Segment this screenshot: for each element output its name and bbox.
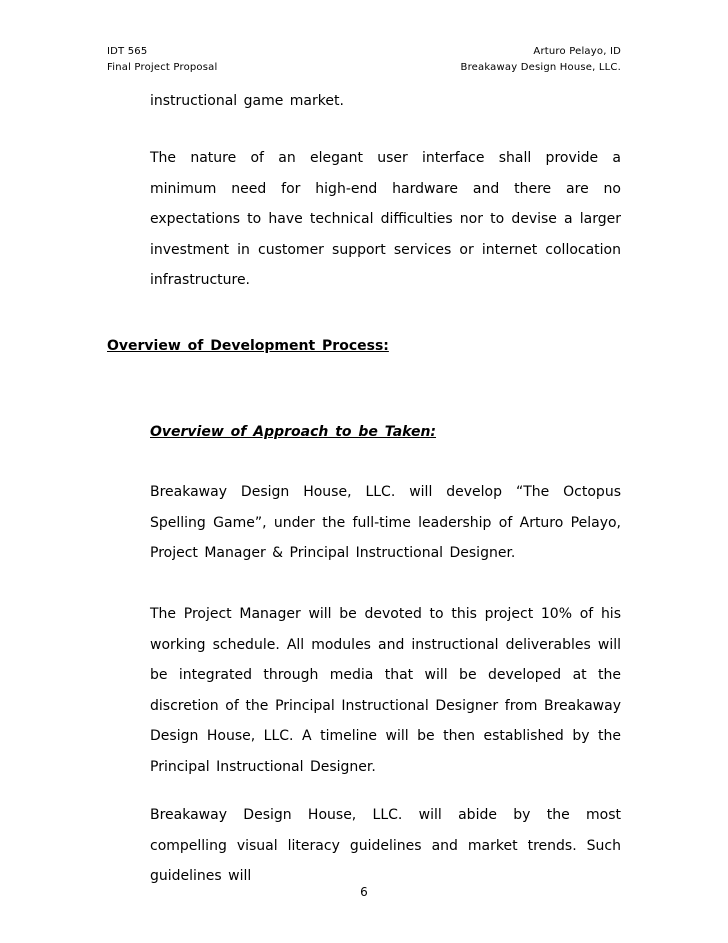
header-left bbox=[107, 44, 217, 76]
header-right bbox=[461, 44, 621, 76]
section-heading: Overview of Development Process: bbox=[107, 338, 389, 354]
continued-paragraph: instructional game market. bbox=[150, 93, 344, 109]
header-document-title: Final Project Proposal bbox=[107, 62, 218, 73]
guidelines-paragraph: Breakaway Design House, LLC. will abide by the most compelling visual literacy guidelines and market trends. Such guidelines will bbox=[150, 807, 621, 884]
header-company: Breakaway Design House, LLC. bbox=[460, 62, 621, 73]
header-author: Arturo Pelayo, ID bbox=[533, 46, 621, 57]
project-manager-paragraph: The Project Manager will be devoted to this project 10% of his working schedule. All modules and instructional deliverables will be integrated through media that will be developed at the discretion of the Principal Instructional Designer from Breakaway Design House, LLC. A timeline will be then established by the Principal Instructional Designer. bbox=[150, 606, 621, 775]
header-course: IDT 565 bbox=[107, 46, 148, 57]
page-number: 6 bbox=[360, 885, 368, 898]
development-paragraph: Breakaway Design House, LLC. will develop “The Octopus Spelling Game”, under the full-time leadership of Arturo Pelayo, Project Manager & Principal Instructional Designer. bbox=[150, 484, 621, 561]
interface-paragraph: The nature of an elegant user interface shall provide a minimum need for high-end hardware and there are no expectations to have technical difficulties nor to devise a larger investment in customer support services or internet collocation infrastructure. bbox=[150, 150, 621, 288]
subsection-heading: Overview of Approach to be Taken: bbox=[150, 424, 437, 440]
